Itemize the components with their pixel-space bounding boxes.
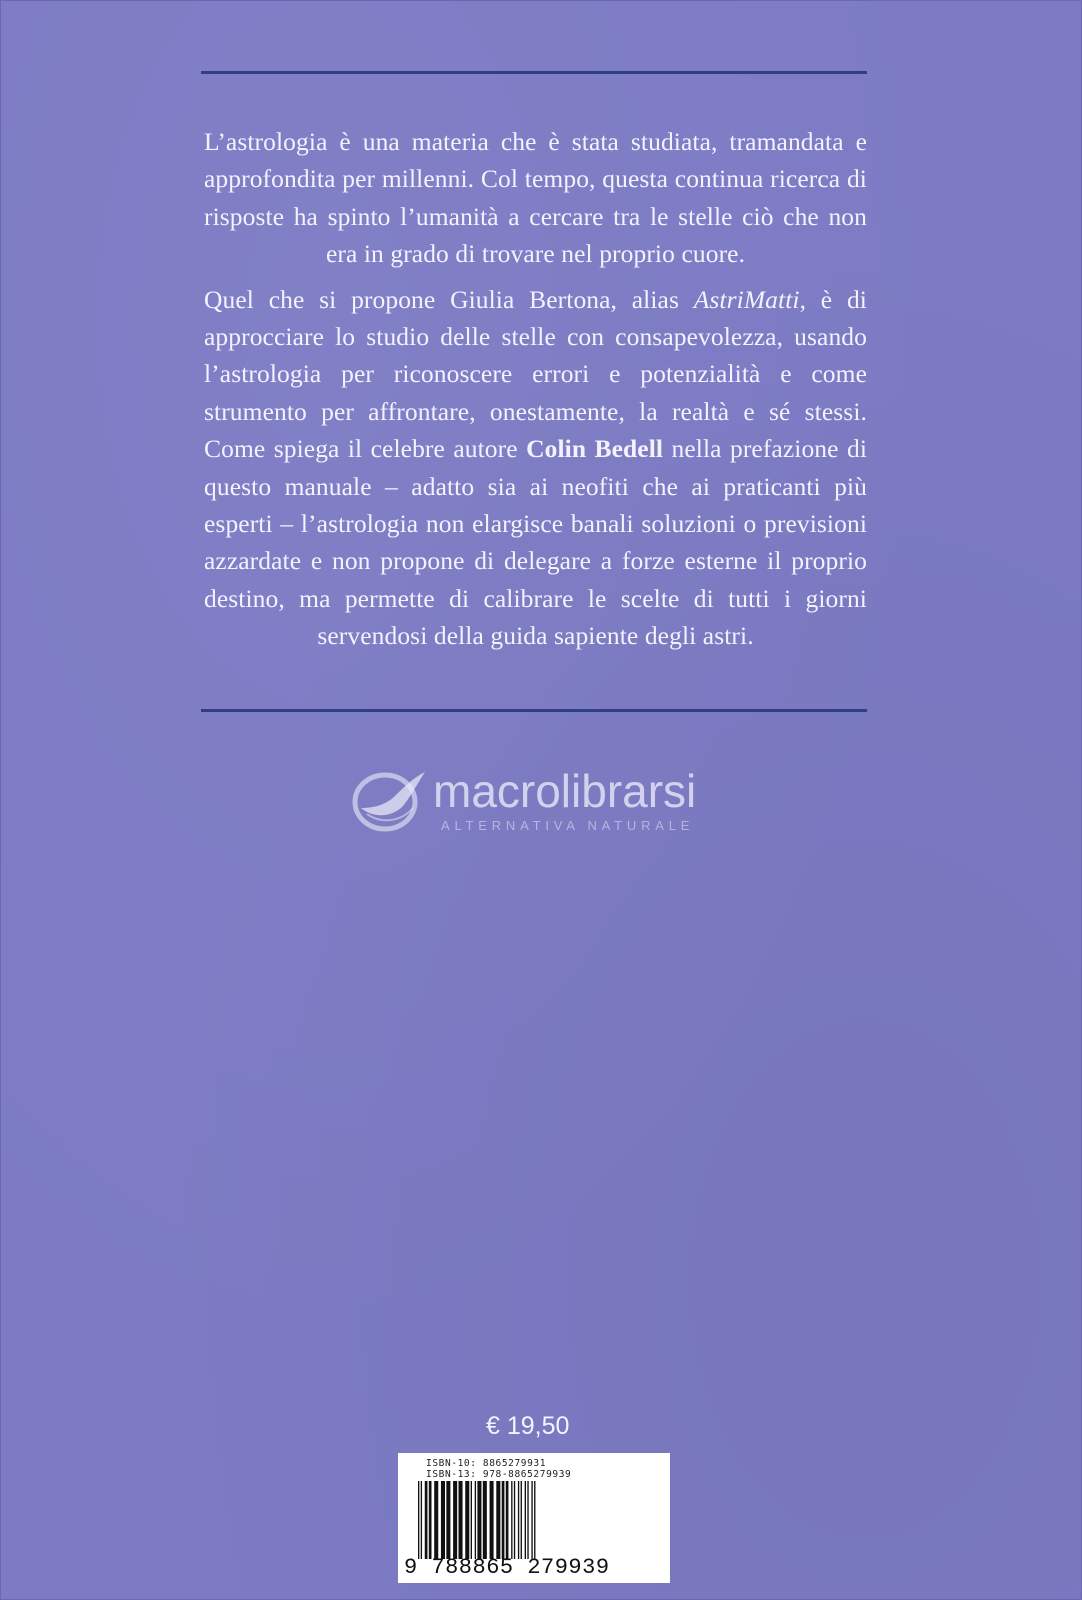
preface-author: Colin Bedell bbox=[526, 434, 664, 464]
barcode-bar bbox=[459, 1481, 463, 1559]
barcode-bar bbox=[527, 1481, 528, 1559]
barcode-bar bbox=[521, 1481, 522, 1559]
barcode-bar bbox=[429, 1481, 432, 1559]
barcode-bar bbox=[518, 1481, 519, 1559]
blurb-paragraph-1: L’astrologia è una materia che è stata studiata, tramandata e approfondita per millenni. Col tempo, questa continua ricerca di risposte ha spinto l’umanità a cercare tra le stelle ciò che non era in grado di trovare nel proprio cuore. bbox=[204, 127, 867, 269]
isbn-10-line: ISBN-10: 8865279931 bbox=[426, 1458, 547, 1469]
barcode-bar bbox=[531, 1481, 532, 1559]
barcode-bar bbox=[502, 1481, 505, 1559]
barcode-bar bbox=[490, 1481, 494, 1559]
barcode-bar bbox=[471, 1481, 472, 1559]
barcode-bar bbox=[477, 1481, 481, 1559]
barcode-bar bbox=[453, 1481, 457, 1559]
barcode-bar bbox=[514, 1481, 515, 1559]
barcode-bar bbox=[511, 1481, 512, 1559]
top-divider bbox=[201, 71, 867, 74]
alias-name: AstriMatti bbox=[693, 284, 800, 314]
watermark-brand-name: macrolibrarsi bbox=[433, 765, 697, 817]
barcode-label bbox=[398, 1453, 670, 1583]
ean-digits: 9 788865 279939 bbox=[404, 1555, 610, 1580]
barcode-bar bbox=[441, 1481, 445, 1559]
barcode-bar bbox=[483, 1481, 487, 1559]
barcode-bar bbox=[525, 1481, 526, 1559]
bottom-divider bbox=[201, 709, 867, 712]
blurb-paragraph-2-intro: Quel che si propone Giulia Bertona, alias bbox=[204, 284, 694, 314]
isbn-13-line: ISBN-13: 978-8865279939 bbox=[426, 1469, 572, 1480]
blurb-paragraph-2-end: nella prefazione di questo manuale – adatto sia ai neofiti che ai praticanti più esperti – l’astrologia non elargisce banali soluzioni o previsioni azzardate e non propone di delegare a forze esterne il proprio destino, ma permette di calibrare le scelte di tutti i giorni servendosi della guida sapiente degli astri. bbox=[204, 434, 868, 651]
blurb-text bbox=[204, 123, 867, 655]
macrolibrarsi-logo-icon bbox=[351, 766, 431, 836]
barcode-bar bbox=[425, 1481, 428, 1559]
blurb-paragraph-2 bbox=[204, 281, 867, 655]
barcode-bar bbox=[496, 1481, 500, 1559]
barcode-bar bbox=[421, 1481, 422, 1559]
barcode-bar bbox=[534, 1481, 535, 1559]
barcode-bars bbox=[416, 1481, 656, 1559]
price-label: € 19,50 bbox=[486, 1412, 570, 1440]
barcode-bar bbox=[475, 1481, 476, 1559]
barcode-bar bbox=[506, 1481, 509, 1559]
watermark-tagline: ALTERNATIVA NATURALE bbox=[441, 818, 695, 833]
barcode-bar bbox=[434, 1481, 438, 1559]
barcode-bar bbox=[465, 1481, 469, 1559]
macrolibrarsi-watermark bbox=[351, 766, 751, 836]
blurb-paragraph-2-middle: , è di approcciare lo studio delle stelle con consapevolezza, usando l’astrologia per riconoscere errori e potenzialità e come strumento per affrontare, onestamente, la realtà e sé stessi. Come spiega il celebre autore bbox=[204, 284, 867, 464]
barcode-bar bbox=[418, 1481, 419, 1559]
barcode-bar bbox=[446, 1481, 450, 1559]
